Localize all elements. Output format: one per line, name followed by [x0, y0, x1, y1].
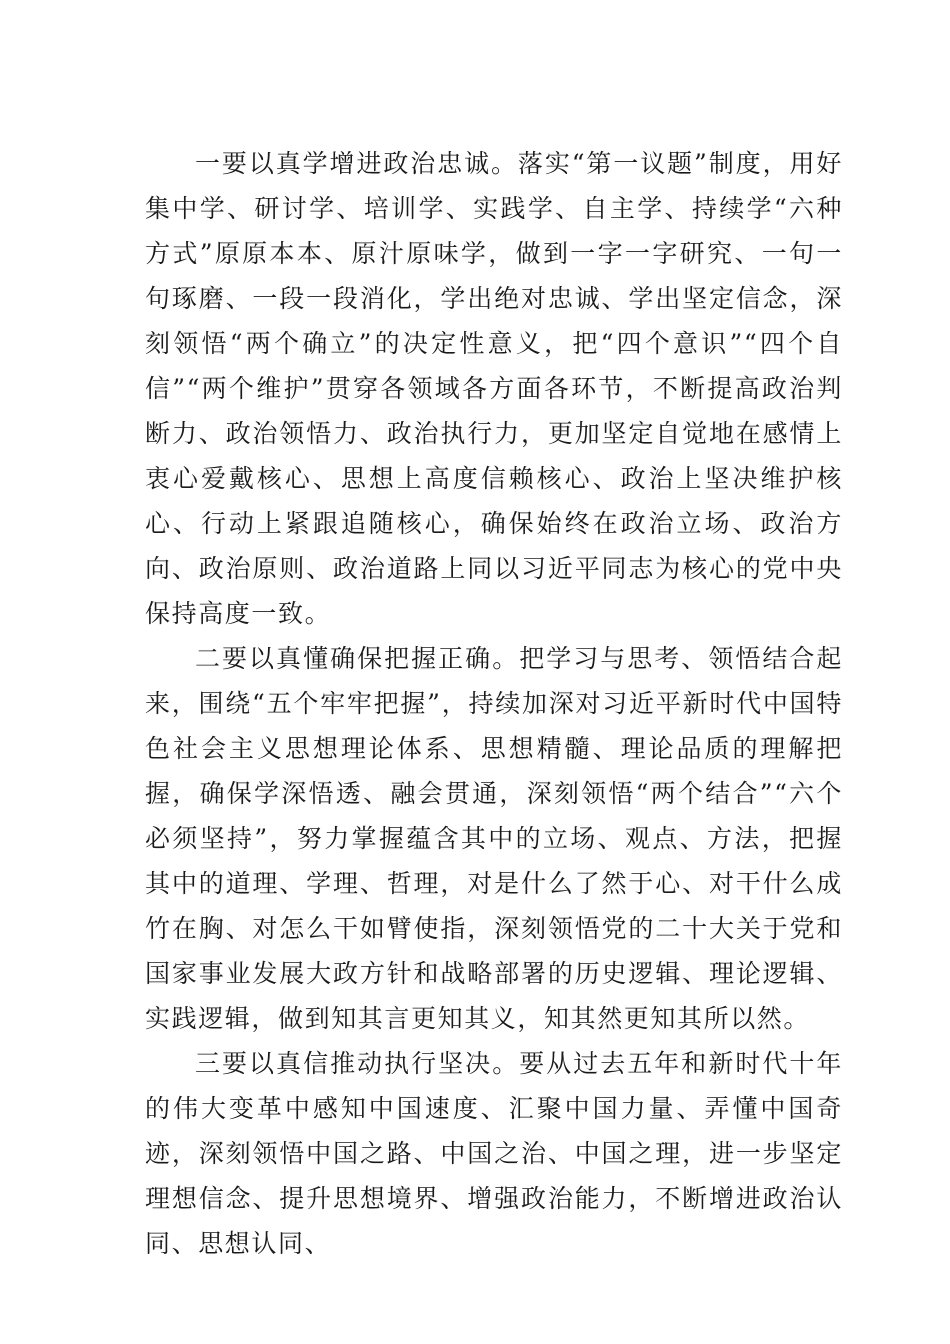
paragraph-1: 一要以真学增进政治忠诚。落实“第一议题”制度，用好集中学、研讨学、培训学、实践学、自主学、持续学“六种方式”原原本本、原汁原味学，做到一字一字研究、一句一句琢磨、一段一段消化，学出绝对忠诚、学出坚定信念，深刻领悟“两个确立”的决定性意义，把“四个意识”“四个自信”“两个维护”贯穿各领域各方面各环节，不断提高政治判断力、政治领悟力、政治执行力，更加坚定自觉地在感情上衷心爱戴核心、思想上高度信赖核心、政治上坚决维护核心、行动上紧跟追随核心，确保始终在政治立场、政治方向、政治原则、政治道路上同以习近平同志为核心的党中央保持高度一致。	[145, 149, 843, 628]
document-body	[145, 141, 843, 1266]
paragraph-3: 三要以真信推动执行坚决。要从过去五年和新时代十年的伟大变革中感知中国速度、汇聚中国力量、弄懂中国奇迹，深刻领悟中国之路、中国之治、中国之理，进一步坚定理想信念、提升思想境界、增强政治能力，不断增进政治认同、思想认同、	[145, 1049, 843, 1258]
paragraph-2: 二要以真懂确保把握正确。把学习与思考、领悟结合起来，围绕“五个牢牢把握”，持续加深对习近平新时代中国特色社会主义思想理论体系、思想精髓、理论品质的理解把握，确保学深悟透、融会贯通，深刻领悟“两个结合”“六个必须坚持”，努力掌握蕴含其中的立场、观点、方法，把握其中的道理、学理、哲理，对是什么了然于心、对干什么成竹在胸、对怎么干如臂使指，深刻领悟党的二十大关于党和国家事业发展大政方针和战略部署的历史逻辑、理论逻辑、实践逻辑，做到知其言更知其义，知其然更知其所以然。	[145, 644, 843, 1033]
